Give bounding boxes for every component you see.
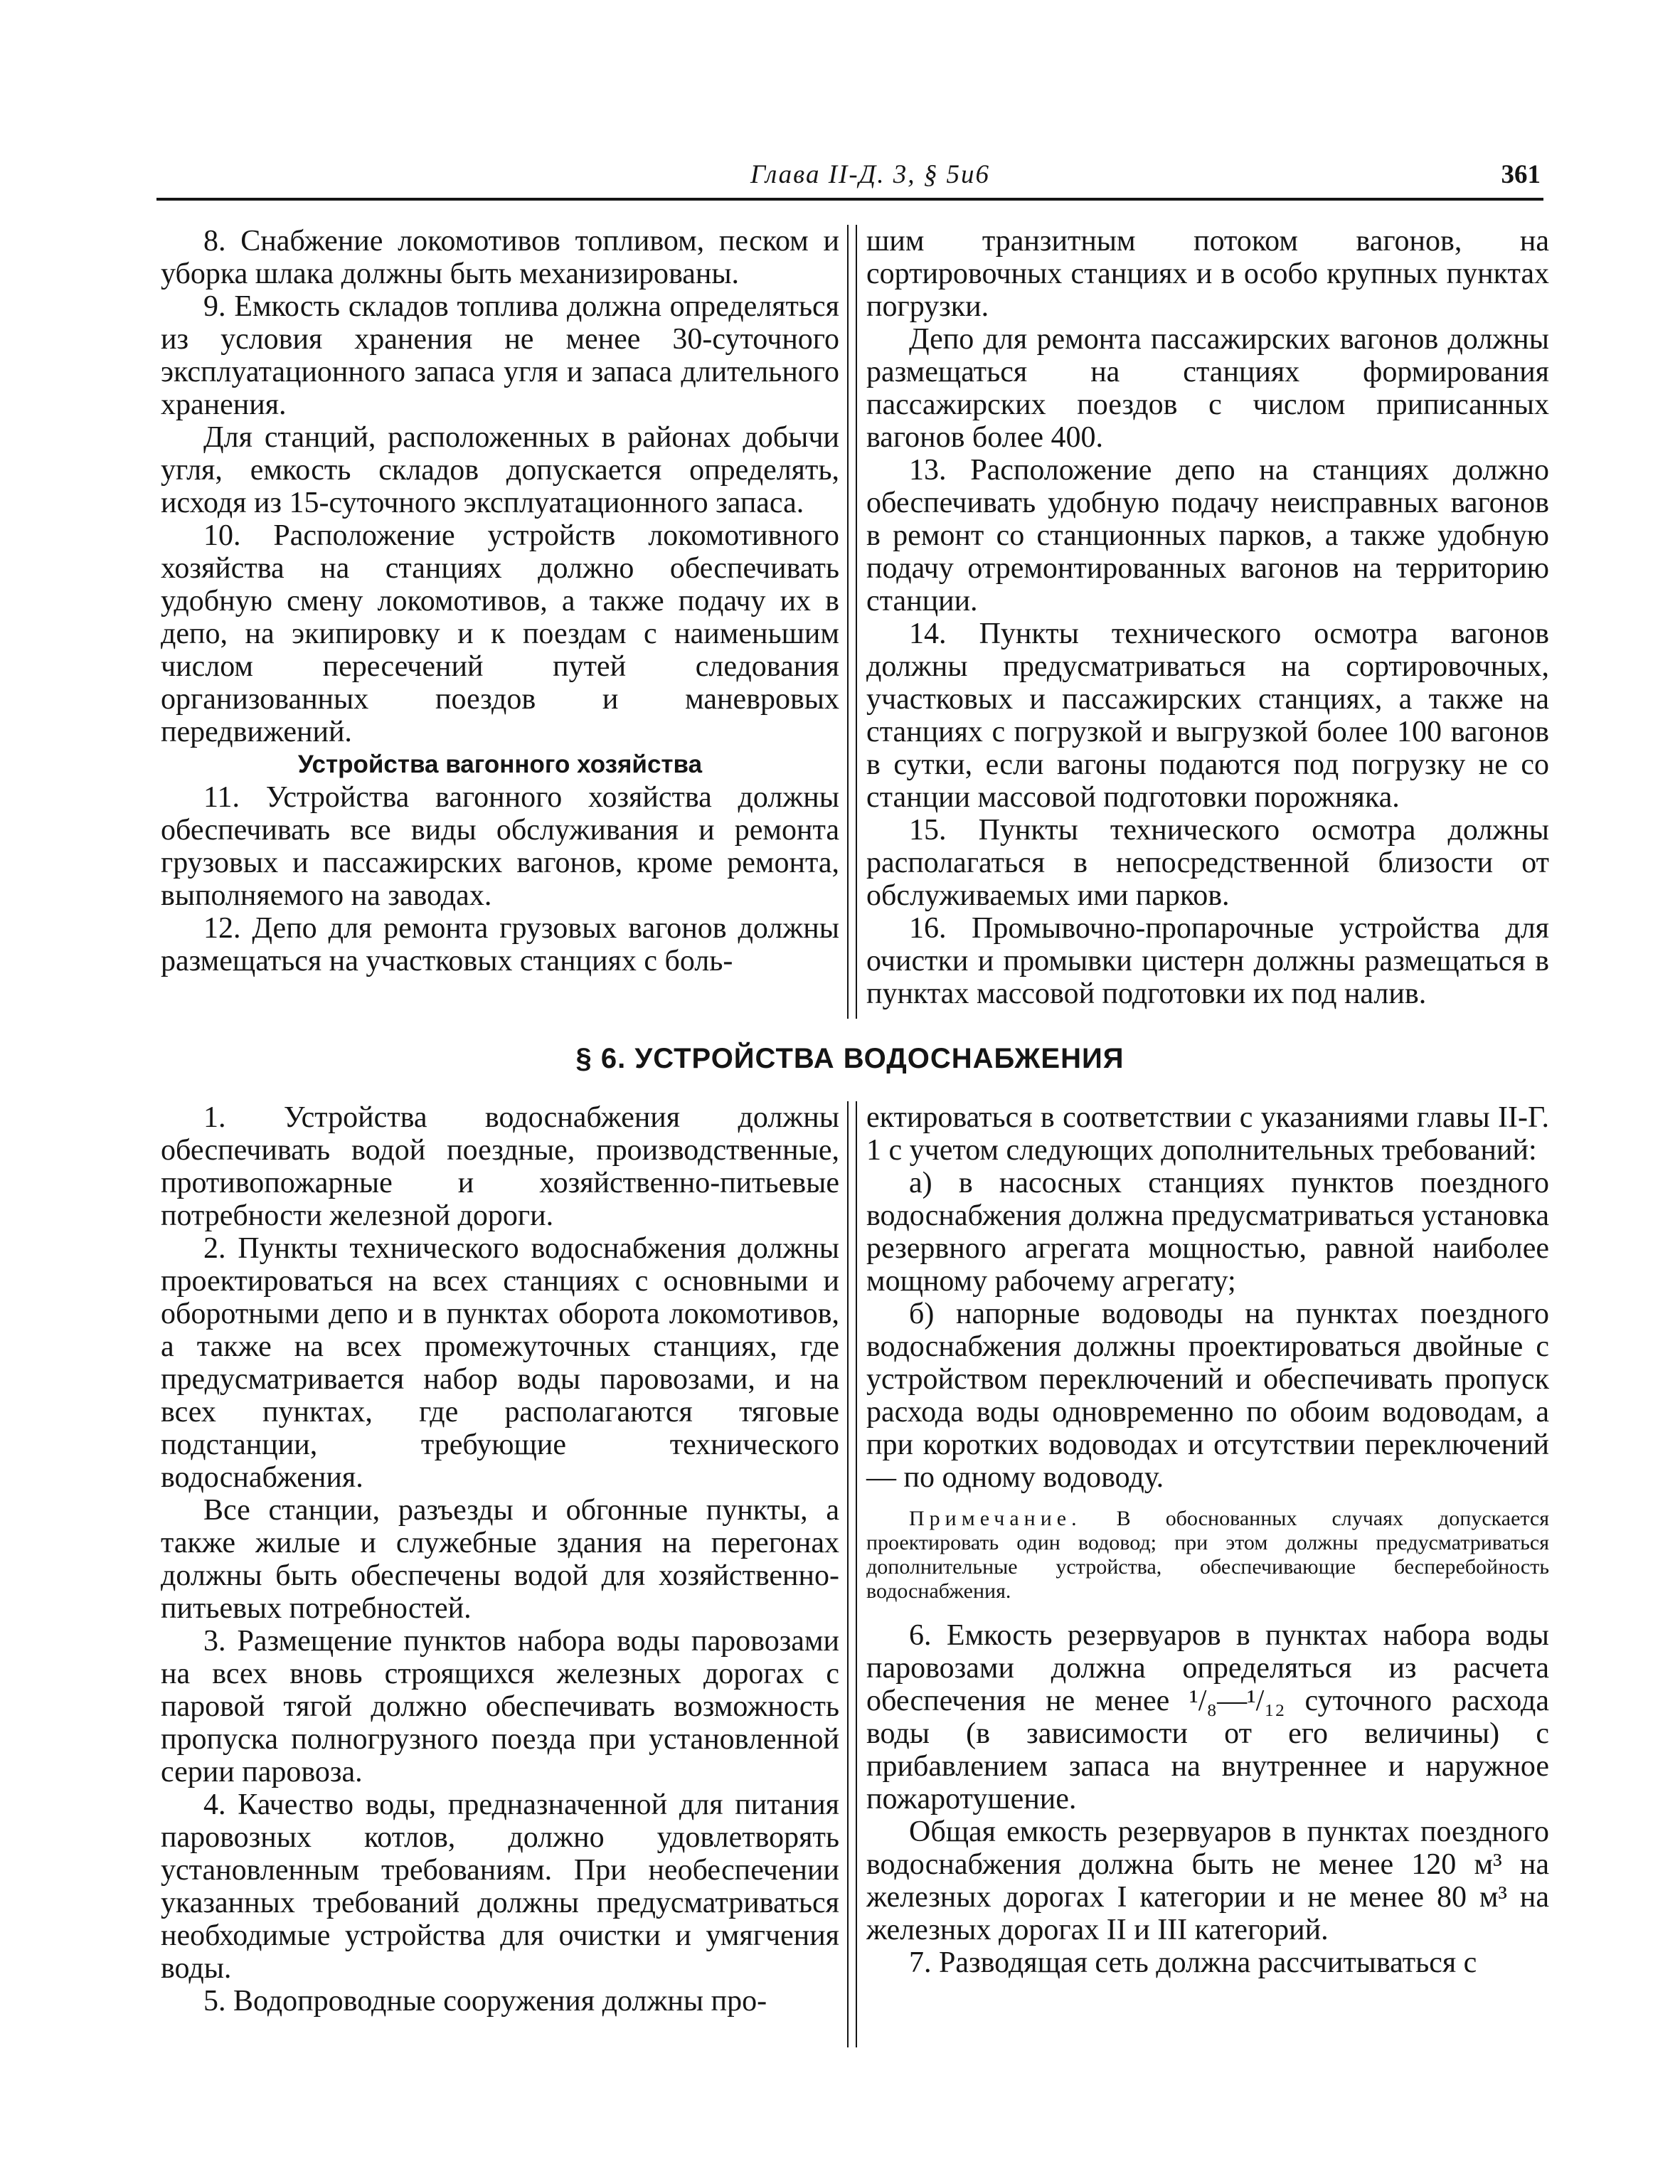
note (866, 1507, 1549, 1603)
water-paragraph-6: 6. Емкость резервуаров в пунктах набора воды паровозами должна определяться из расчета обеспечения не менее ¹/₈—¹/₁₂ суточного расхода воды (в зависимости от его величины) с прибавлением запаса на внутреннее и наружное пожаротушение. (866, 1619, 1549, 1815)
water-paragraph-7: 7. Разводящая сеть должна рассчитываться с (909, 1946, 1477, 1979)
note-text: В обоснованных случаях допускается проектировать один водовод; при этом должны предусматриваться дополнительные устройства, обеспечивающие бесперебойность водоснабжения. (866, 1507, 1549, 1603)
paragraph-12-passenger-depots: Депо для ремонта пассажирских вагонов должны размещаться на станциях формирования пассажирских поездов с числом приписанных вагонов более 400. (866, 323, 1549, 454)
water-paragraph-5: 5. Водопроводные сооружения должны про- (203, 1985, 767, 2018)
water-paragraph-6-total-capacity: Общая емкость резервуаров в пунктах поездного водоснабжения должна быть не менее 120 м³ на железных дорогах I категории и не менее 80 м³ на железных дорогах II и III категорий. (866, 1815, 1549, 1946)
water-paragraph-4: 4. Качество воды, предназначенной для питания паровозных котлов, должно удовлетворять установленным требованиям. При необеспечении указанных требований должны предусматриваться необходимые устройства для очистки и умягчения воды. (161, 1788, 839, 1985)
paragraph-16: 16. Промывочно-пропарочные устройства для очистки и промывки цистерн должны размещаться в пунктах массовой подготовки их под налив. (866, 912, 1549, 1010)
column-divider-bottom (847, 1101, 857, 2047)
paragraph-14: 14. Пункты технического осмотра вагонов должны предусматриваться на сортировочных, участковых и пассажирских станциях, а также на станциях с погрузкой и выгрузкой более 100 вагонов в сутки, если вагоны подаются под погрузку не со станции массовой подготовки порожняка. (866, 617, 1549, 814)
running-header (156, 157, 1543, 201)
bottom-left-column (161, 1101, 839, 2018)
water-paragraph-2: 2. Пункты технического водоснабжения должны проектироваться на всех станциях с основными и оборотными депо и в пунктах оборота локомотивов, а также на всех промежуточных станциях, где предусматривается набор воды паровозами, и на всех пунктах, где располагаются тяговые подстанции, требующие технического водоснабжения. (161, 1232, 839, 1494)
paragraph-10: 10. Расположение устройств локомотивного хозяйства на станциях должно обеспечивать удобную смену локомотивов, а также подачу их в депо, на экипировку и к поездам с наименьшим числом пересечений путей следования организованных поездов и маневровых передвижений. (161, 519, 839, 748)
paragraph-9-note: Для станций, расположенных в районах добычи угля, емкость складов допускается определять, исходя из 15-суточного эксплуатационного запаса. (161, 421, 839, 519)
top-left-column (161, 225, 839, 977)
water-paragraph-5a: а) в насосных станциях пунктов поездного водоснабжения должна предусматриваться установка резервного агрегата мощностью, равной наиболее мощному рабочему агрегату; (866, 1167, 1549, 1298)
bottom-right-column (866, 1101, 1549, 1979)
top-right-column (866, 225, 1549, 1010)
water-paragraph-5-continued: ектироваться в соответствии с указаниями главы II-Г. 1 с учетом следующих дополнительных требований: (866, 1101, 1549, 1167)
paragraph-13: 13. Расположение депо на станциях должно обеспечивать удобную подачу неисправных вагонов в ремонт со станционных парков, а также удобную подачу отремонтированных вагонов на территорию станции. (866, 454, 1549, 617)
water-paragraph-2-stations: Все станции, разъезды и обгонные пункты, а также жилые и служебные здания на перегонах должны быть обеспечены водой для хозяйственно-питьевых потребностей. (161, 1494, 839, 1625)
paragraph-12: 12. Депо для ремонта грузовых вагонов должны размещаться на участковых станциях с боль- (161, 912, 839, 977)
note-label: Примечание. (909, 1507, 1082, 1530)
paragraph-8: 8. Снабжение локомотивов топливом, песком и уборка шлака должны быть механизированы. (161, 225, 839, 290)
column-divider-top (847, 225, 857, 1019)
page-number: 361 (1501, 160, 1541, 189)
subheading-wagon-facilities: Устройства вагонного хозяйства (297, 751, 703, 778)
water-paragraph-3: 3. Размещение пунктов набора воды паровозами на всех вновь строящихся железных дорогах с паровой тягой должно обеспечивать возможность пропуска полногрузного поезда при установленной серии паровоза. (161, 1625, 839, 1788)
paragraph-9: 9. Емкость складов топлива должна определяться из условия хранения не менее 30-суточного эксплуатационного запаса угля и запаса длительного хранения. (161, 290, 839, 421)
chapter-reference: Глава II-Д. 3, § 5и6 (750, 160, 990, 189)
section-title: § 6. УСТРОЙСТВА ВОДОСНАБЖЕНИЯ (575, 1043, 1125, 1074)
paragraph-15: 15. Пункты технического осмотра должны располагаться в непосредственной близости от обслуживаемых ими парков. (866, 814, 1549, 912)
water-paragraph-1: 1. Устройства водоснабжения должны обеспечивать водой поездные, производственные, противопожарные и хозяйственно-питьевые потребности железной дороги. (161, 1101, 839, 1232)
water-paragraph-5b: б) напорные водоводы на пунктах поездного водоснабжения должны проектироваться двойные с устройством переключений и обеспечивать пропуск расхода воды одновременно по обоим водоводам, а при коротких водоводах и отсутствии переключений — по одному водоводу. (866, 1298, 1549, 1494)
paragraph-11: 11. Устройства вагонного хозяйства должны обеспечивать все виды обслуживания и ремонта грузовых и пассажирских вагонов, кроме ремонта, выполняемого на заводах. (161, 781, 839, 912)
paragraph-12-continued: шим транзитным потоком вагонов, на сортировочных станциях и в особо крупных пунктах погрузки. (866, 225, 1549, 323)
